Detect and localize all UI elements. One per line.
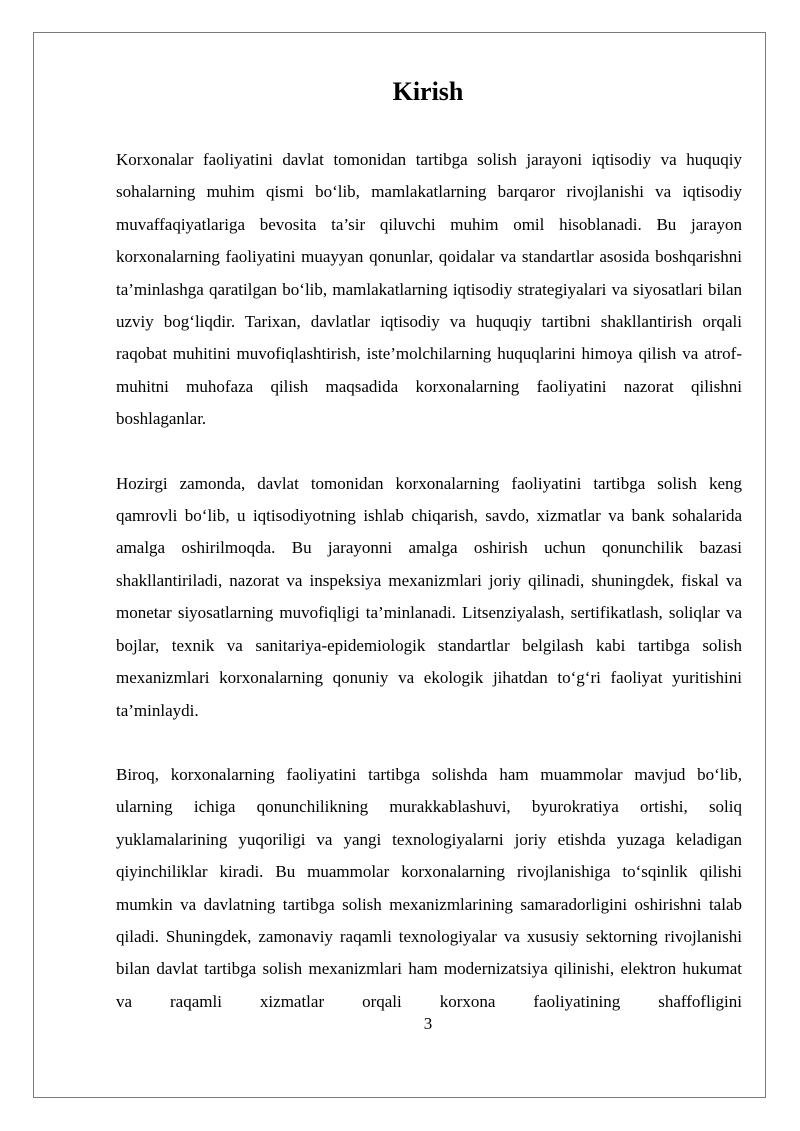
page-title: Kirish xyxy=(392,77,464,106)
paragraph-1: Korxonalar faoliyatini davlat tomonidan tartibga solish jarayoni iqtisodiy va huquqiy sohalarning muhim qismi bo‘lib, mamlakatlarning barqaror rivojlanishi va iqtisodiy muvaffaqiyatlariga bevosita ta’sir qiluvchi muhim omil hisoblanadi. Bu jarayon korxonalarning faoliyatini muayyan qonunlar, qoidalar va standartlar asosida boshqarishni ta’minlashga qaratilgan bo‘lib, mamlakatlarning iqtisodiy strategiyalari va siyosatlari bilan uzviy bog‘liqdir. Tarixan, davlatlar iqtisodiy va huquqiy tartibni shakllantirish orqali raqobat muhitini muvofiqlashtirish, iste’molchilarning huquqlarini himoya qilish va atrof-muhitni muhofaza qilish maqsadida korxonalarning faoliyatini nazorat qilishni boshlaganlar. xyxy=(116,150,742,429)
paragraph-2: Hozirgi zamonda, davlat tomonidan korxonalarning faoliyatini tartibga solish keng qamrovli bo‘lib, u iqtisodiyotning ishlab chiqarish, savdo, xizmatlar va bank sohalarida amalga oshirilmoqda. Bu jarayonni amalga oshirish uchun qonunchilik bazasi shakllantiriladi, nazorat va inspeksiya mexanizmlari joriy qilinadi, shuningdek, fiskal va monetar siyosatlarning muvofiqligi ta’minlanadi. Litsenziyalash, sertifikatlash, soliqlar va bojlar, texnik va sanitariya-epidemiologik standartlar belgilash kabi tartibga solish mexanizmlari korxonalarning qonuniy va ekologik jihatdan to‘g‘ri faoliyat yuritishini ta’minlaydi. xyxy=(116,473,742,720)
document-body xyxy=(116,144,742,1050)
paragraph-3: Biroq, korxonalarning faoliyatini tartibga solishda ham muammolar mavjud bo‘lib, ularning ichiga qonunchilikning murakkablashuvi, byurokratiya ortishi, soliq yuklamalarining yuqoriligi va yangi texnologiyalarni joriy etishda yuzaga keladigan qiyinchiliklar kiradi. Bu muammolar korxonalarning rivojlanishiga to‘sqinlik qilishi mumkin va davlatning tartibga solish mexanizmlarining samaradorligini oshirishni talab qiladi. Shuningdek, zamonaviy raqamli texnologiyalar va xususiy sektorning rivojlanishi bilan davlat tartibga solish mexanizmlari ham modernizatsiya qilinishi, elektron hukumat va raqamli xizmatlar orqali korxona faoliyatining shaffofligini xyxy=(116,764,742,1011)
page-number: 3 xyxy=(423,1014,433,1033)
